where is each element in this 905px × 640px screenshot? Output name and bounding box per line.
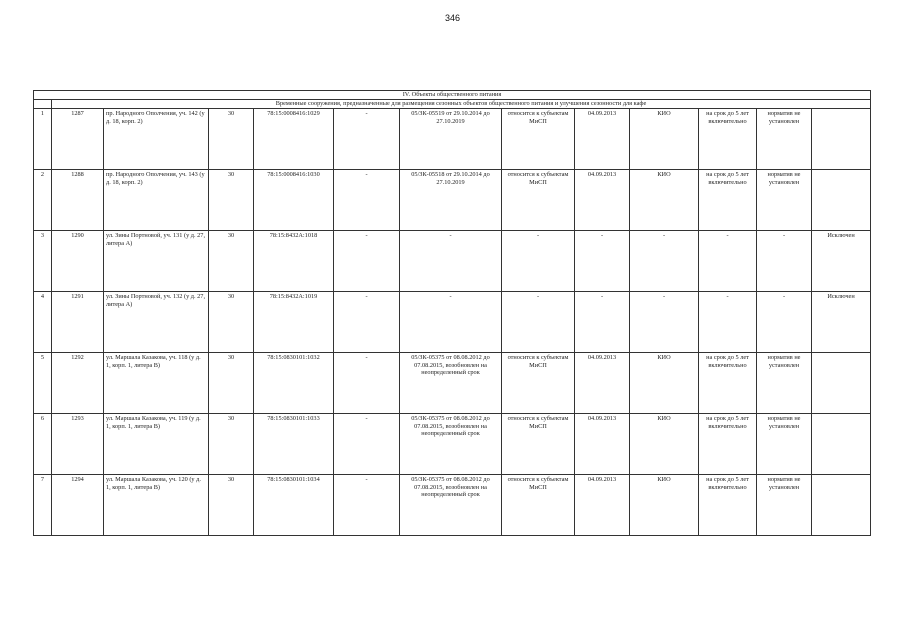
- address-cell: ул. Маршала Казакова, уч. 119 (у д. 1, корп. 1, литера В): [104, 413, 209, 474]
- smb-status-cell: -: [502, 291, 575, 352]
- row-number-cell: 6: [34, 413, 52, 474]
- column-5-cell: -: [334, 291, 400, 352]
- contract-info-cell: -: [400, 230, 502, 291]
- column-5-cell: -: [334, 108, 400, 169]
- lease-term-cell: -: [699, 230, 757, 291]
- section-title: IV. Объекты общественного питания: [34, 91, 871, 100]
- note-cell: [812, 474, 871, 535]
- authority-cell: КИО: [630, 352, 699, 413]
- norm-status-cell: норматив не установлен: [757, 474, 812, 535]
- note-cell: Исключен: [812, 291, 871, 352]
- note-cell: [812, 108, 871, 169]
- note-cell: [812, 169, 871, 230]
- note-cell: Исключен: [812, 230, 871, 291]
- note-cell: [812, 352, 871, 413]
- column-5-cell: -: [334, 230, 400, 291]
- contract-info-cell: 05/ЗК-05375 от 08.08.2012 до 07.08.2015, возобновлен на неопределенный срок: [400, 413, 502, 474]
- table-row: [34, 169, 871, 230]
- subsection-header-row: [34, 99, 871, 108]
- norm-status-cell: норматив не установлен: [757, 352, 812, 413]
- note-cell: [812, 413, 871, 474]
- object-id-cell: 1292: [52, 352, 104, 413]
- object-id-cell: 1293: [52, 413, 104, 474]
- decision-date-cell: 04.09.2013: [575, 352, 630, 413]
- decision-date-cell: -: [575, 230, 630, 291]
- area-cell: 30: [209, 169, 254, 230]
- table-row: [34, 413, 871, 474]
- cadastral-number-cell: 78:15:8432А:1018: [254, 230, 334, 291]
- column-5-cell: -: [334, 169, 400, 230]
- authority-cell: КИО: [630, 108, 699, 169]
- lease-term-cell: на срок до 5 лет включительно: [699, 169, 757, 230]
- lease-term-cell: на срок до 5 лет включительно: [699, 352, 757, 413]
- address-cell: пр. Народного Ополчения, уч. 143 (у д. 18, корп. 2): [104, 169, 209, 230]
- authority-cell: КИО: [630, 474, 699, 535]
- address-cell: ул. Маршала Казакова, уч. 120 (у д. 1, корп. 1, литера В): [104, 474, 209, 535]
- authority-cell: -: [630, 230, 699, 291]
- lease-term-cell: на срок до 5 лет включительно: [699, 413, 757, 474]
- row-number-cell: 5: [34, 352, 52, 413]
- address-cell: ул. Зины Портновой, уч. 131 (у д. 27, литера А): [104, 230, 209, 291]
- contract-info-cell: 05/ЗК-05518 от 29.10.2014 до 27.10.2019: [400, 169, 502, 230]
- cadastral-number-cell: 78:15:0830101:1032: [254, 352, 334, 413]
- area-cell: 30: [209, 230, 254, 291]
- norm-status-cell: -: [757, 291, 812, 352]
- object-id-cell: 1288: [52, 169, 104, 230]
- lease-term-cell: на срок до 5 лет включительно: [699, 474, 757, 535]
- column-5-cell: -: [334, 413, 400, 474]
- column-5-cell: -: [334, 352, 400, 413]
- table-row: [34, 108, 871, 169]
- smb-status-cell: относится к субъектам МиСП: [502, 474, 575, 535]
- section-header-row: [34, 91, 871, 100]
- area-cell: 30: [209, 291, 254, 352]
- decision-date-cell: 04.09.2013: [575, 108, 630, 169]
- authority-cell: КИО: [630, 413, 699, 474]
- register-table: [33, 90, 871, 536]
- cadastral-number-cell: 78:15:0008416:1030: [254, 169, 334, 230]
- table-row: [34, 291, 871, 352]
- area-cell: 30: [209, 413, 254, 474]
- table-row: [34, 352, 871, 413]
- row-number-cell: 7: [34, 474, 52, 535]
- authority-cell: КИО: [630, 169, 699, 230]
- row-number-cell: 1: [34, 108, 52, 169]
- norm-status-cell: норматив не установлен: [757, 169, 812, 230]
- lease-term-cell: на срок до 5 лет включительно: [699, 108, 757, 169]
- decision-date-cell: 04.09.2013: [575, 474, 630, 535]
- smb-status-cell: относится к субъектам МиСП: [502, 108, 575, 169]
- smb-status-cell: относится к субъектам МиСП: [502, 169, 575, 230]
- area-cell: 30: [209, 352, 254, 413]
- smb-status-cell: относится к субъектам МиСП: [502, 413, 575, 474]
- address-cell: ул. Маршала Казакова, уч. 118 (у д. 1, корп. 1, литера В): [104, 352, 209, 413]
- smb-status-cell: -: [502, 230, 575, 291]
- contract-info-cell: 05/ЗК-05375 от 08.08.2012 до 07.08.2015, возобновлен на неопределенный срок: [400, 474, 502, 535]
- object-id-cell: 1290: [52, 230, 104, 291]
- cadastral-number-cell: 78:15:0830101:1033: [254, 413, 334, 474]
- contract-info-cell: 05/ЗК-05375 от 08.08.2012 до 07.08.2015, возобновлен на неопределенный срок: [400, 352, 502, 413]
- table-row: [34, 230, 871, 291]
- cadastral-number-cell: 78:15:0008416:1029: [254, 108, 334, 169]
- object-id-cell: 1291: [52, 291, 104, 352]
- address-cell: ул. Зины Портновой, уч. 132 (у д. 27, литера А): [104, 291, 209, 352]
- row-number-cell: 3: [34, 230, 52, 291]
- address-cell: пр. Народного Ополчения, уч. 142 (у д. 18, корп. 2): [104, 108, 209, 169]
- lease-term-cell: -: [699, 291, 757, 352]
- subsection-title: Временные сооружения, предназначенные для размещения сезонных объектов общественного питания и улучшения сезонности для кафе: [52, 99, 871, 108]
- norm-status-cell: -: [757, 230, 812, 291]
- contract-info-cell: -: [400, 291, 502, 352]
- row-number-cell: 2: [34, 169, 52, 230]
- norm-status-cell: норматив не установлен: [757, 108, 812, 169]
- table-row: [34, 474, 871, 535]
- cadastral-number-cell: 78:15:8432А:1019: [254, 291, 334, 352]
- row-number-cell: 4: [34, 291, 52, 352]
- contract-info-cell: 05/ЗК-05519 от 29.10.2014 до 27.10.2019: [400, 108, 502, 169]
- page-number: 346: [444, 13, 461, 23]
- decision-date-cell: 04.09.2013: [575, 413, 630, 474]
- object-id-cell: 1294: [52, 474, 104, 535]
- decision-date-cell: -: [575, 291, 630, 352]
- object-id-cell: 1287: [52, 108, 104, 169]
- cadastral-number-cell: 78:15:0830101:1034: [254, 474, 334, 535]
- column-5-cell: -: [334, 474, 400, 535]
- norm-status-cell: норматив не установлен: [757, 413, 812, 474]
- area-cell: 30: [209, 474, 254, 535]
- smb-status-cell: относится к субъектам МиСП: [502, 352, 575, 413]
- area-cell: 30: [209, 108, 254, 169]
- decision-date-cell: 04.09.2013: [575, 169, 630, 230]
- authority-cell: -: [630, 291, 699, 352]
